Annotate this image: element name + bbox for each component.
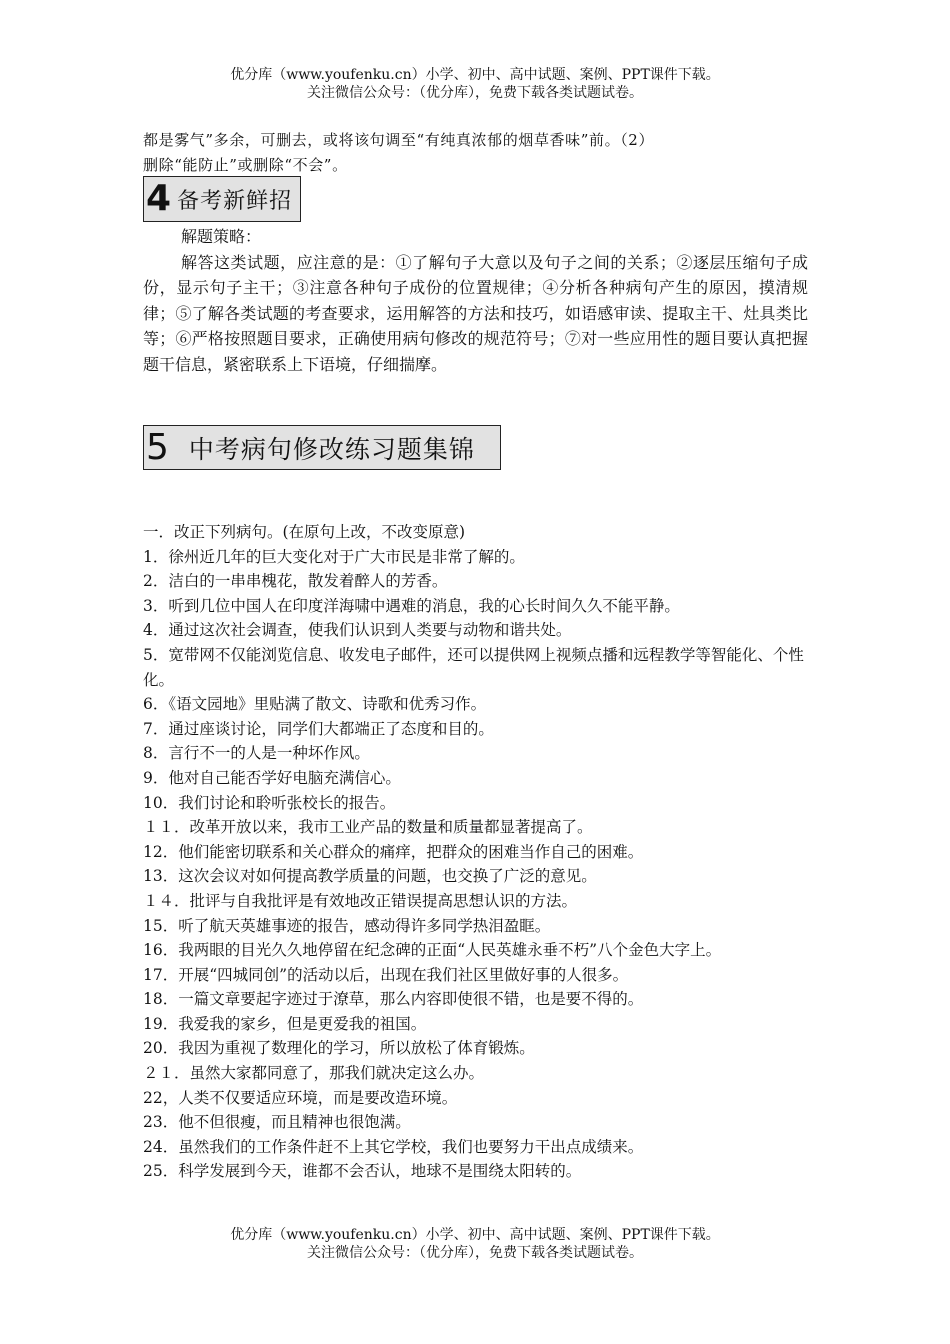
section-4-title: 备考新鲜招	[177, 188, 293, 214]
footer-line-2: 关注微信公众号：（优分库），免费下载各类试题试卷。	[307, 1245, 643, 1261]
list-item: 18．一篇文章要起字迹过于潦草，那么内容即使很不错，也是要不得的。	[143, 990, 644, 1009]
list-item: 8．言行不一的人是一种坏作风。	[143, 744, 370, 763]
list-item: １４．批评与自我批评是有效地改正错误提高思想认识的方法。	[143, 891, 578, 910]
list-item: 25．科学发展到今天，谁都不会否认，地球不是围绕太阳转的。	[143, 1162, 582, 1181]
section-5-heading	[143, 425, 501, 470]
list-item: 6．《语文园地》里贴满了散文、诗歌和优秀习作。	[143, 695, 487, 714]
exercise-list	[143, 520, 808, 1184]
section-5-title: 中考病句修改练习题集锦	[188, 434, 475, 464]
list-item: 7．通过座谈讨论，同学们大都端正了态度和目的。	[143, 719, 494, 738]
header-line-1: 优分库（www.youfenku.cn）小学、初中、高中试题、案例、PPT课件下载。	[230, 67, 720, 83]
continuation-line-2: 删除“能防止”或删除“不会”。	[143, 156, 348, 174]
header-line-2: 关注微信公众号：（优分库），免费下载各类试题试卷。	[307, 85, 643, 101]
list-item: 22，人类不仅要适应环境，而是要改造环境。	[143, 1088, 458, 1107]
continuation-line-1: 都是雾气”多余，可删去，或将该句调至“有纯真浓郁的烟草香味”前。（2）	[143, 131, 655, 149]
footer-line-1: 优分库（www.youfenku.cn）小学、初中、高中试题、案例、PPT课件下载。	[230, 1227, 720, 1243]
list-item: 19．我爱我的家乡，但是更爱我的祖国。	[143, 1014, 427, 1033]
strategy-text: 解答这类试题，应注意的是：①了解句子大意以及句子之间的关系；②逐层压缩句子成份，显示句子主干；③注意各种句子成份的位置规律；④分析各种病句产生的原因，摸清规律；⑤了解各类试题的考查要求，运用解答的方法和技巧，如语感审读、提取主干、灶具类比等；⑥严格按照题目要求，正确使用病句修改的规范符号；⑦对一些应用性的题目要认真把握题干信息，紧密联系上下语境，仔细揣摩。	[143, 252, 808, 374]
list-item: 4．通过这次社会调查，使我们认识到人类要与动物和谐共处。	[143, 621, 572, 640]
list-item: 12．他们能密切联系和关心群众的痛痒，把群众的困难当作自己的困难。	[143, 842, 644, 861]
list-item: 23．他不但很瘦，而且精神也很饱满。	[143, 1113, 411, 1132]
list-item: 2．洁白的一串串槐花，散发着醉人的芳香。	[143, 572, 448, 591]
list-item: ２１．虽然大家都同意了，那我们就决定这么办。	[143, 1064, 485, 1083]
list-item: 20．我因为重视了数理化的学习，所以放松了体育锻炼。	[143, 1039, 535, 1058]
exercise-instruction: 一．改正下列病句。(在原句上改，不改变原意)	[143, 523, 466, 541]
page-header	[0, 66, 950, 102]
section-5-number: 5	[146, 426, 169, 468]
list-item: 9．他对自己能否学好电脑充满信心。	[143, 768, 401, 787]
list-item: 10．我们讨论和聆听张校长的报告。	[143, 793, 396, 812]
list-item: 15．听了航天英雄事迹的报告，感动得许多同学热泪盈眶。	[143, 916, 551, 935]
section-4-heading	[143, 176, 301, 222]
list-item: 24．虽然我们的工作条件赶不上其它学校，我们也要努力干出点成绩来。	[143, 1137, 644, 1156]
list-item: 5．宽带网不仅能浏览信息、收发电子邮件，还可以提供网上视频点播和远程教学等智能化、个性化。	[143, 645, 804, 689]
list-item: 13．这次会议对如何提高教学质量的问题，也交换了广泛的意见。	[143, 867, 597, 886]
list-item: １１．改革开放以来，我市工业产品的数量和质量都显著提高了。	[143, 818, 593, 837]
list-item: 3．听到几位中国人在印度洋海啸中遇难的消息，我的心长时间久久不能平静。	[143, 596, 680, 615]
continuation-text	[143, 128, 808, 178]
section-4-number: 4	[146, 178, 172, 219]
list-item: 16．我两眼的目光久久地停留在纪念碑的正面“人民英雄永垂不朽”八个金色大字上。	[143, 941, 722, 960]
list-item: 17．开展“四城同创”的活动以后，出现在我们社区里做好事的人很多。	[143, 965, 629, 984]
strategy-label: 解题策略：	[181, 227, 262, 246]
list-item: 1．徐州近几年的巨大变化对于广大市民是非常了解的。	[143, 547, 525, 566]
page-footer	[0, 1226, 950, 1262]
strategy-block	[143, 224, 808, 377]
